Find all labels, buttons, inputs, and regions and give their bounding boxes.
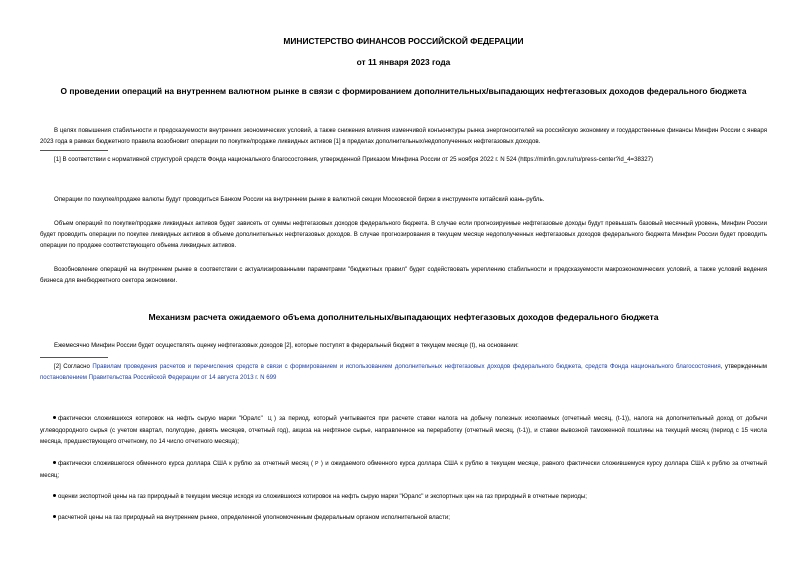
section-title: Механизм расчета ожидаемого объема дополнительных/выпадающих нефтегазовых доходов федерального бюджета (148, 312, 659, 322)
list-item-text: ) и ожидаемого обменного курса доллара США к рублю в текущем месяце, равного фактически сложившемуся курсу доллара США к рублю за отчетный месяц; (40, 460, 767, 479)
document-title: О проведении операций на внутреннем валютном рынке в связи с формированием дополнительных/выпадающих нефтегазовых доходов федерального бюджета (60, 86, 747, 96)
footnote-divider (40, 150, 108, 151)
paragraph-operations: Операции по покупке/продаже валюты будут проводиться Банком России на внутреннем рынке в валютной секции Московской биржи в инструменте китайский юань-рубль. (54, 196, 545, 203)
bullet-icon (53, 494, 56, 497)
list-item-urals-price (40, 413, 767, 447)
formula-image: Ц (267, 416, 273, 422)
bullet-icon (53, 416, 56, 419)
rules-link[interactable]: Правилам проведения расчетов и перечисления средств в связи с формированием и использованием дополнительных нефтегазовых доходов федерального бюджета, средств Фонда национального благосостояния (92, 363, 721, 370)
document-date: от 11 января 2023 года (356, 57, 451, 67)
formula-image: Р (315, 461, 319, 467)
paragraph-monthly-estimate: Ежемесячно Минфин России будет осуществлять оценку нефтегазовых доходов [2], которые поступят в федеральный бюджет в текущем месяце (t), на основании: (54, 342, 519, 349)
footnote-divider-2 (40, 357, 108, 358)
ministry-heading: МИНИСТЕРСТВО ФИНАНСОВ РОССИЙСКОЙ ФЕДЕРАЦИИ (283, 36, 524, 46)
list-item-text: фактически сложившихся котировок на нефть сырую марки "Юралс" (58, 415, 266, 422)
footnote-2-prefix: [2] Согласно (54, 363, 93, 370)
bullet-icon (53, 461, 56, 464)
footnote-1: [1] В соответствии с нормативной структурой средств Фонда национального благосостояния, утвержденной Приказом Минфина России от 25 ноября 2022 г. N 524 (https://minfin.gov.ru/ru/press-center?id_4=38327) (54, 156, 654, 163)
footnote-2 (40, 361, 767, 383)
list-item-text: расчетной цены на газ природный на внутреннем рынке, определенной уполномоченным федеральным органом исполнительной власти; (58, 514, 450, 521)
list-item-gas-export-price (40, 491, 767, 502)
bullet-icon (53, 515, 56, 518)
list-item-text: фактически сложившегося обменного курса доллара США к рублю за отчетный месяц ( (58, 460, 314, 467)
paragraph-intro: В целях повышения стабильности и предсказуемости внутренних экономических условий, а также снижения влияния изменчивой конъюнктуры рынка энергоносителей на российскую экономику и государственные финансы Минфин России с января 2023 года в рамках бюджетного правила возобновит операции по покупке/продаже ликвидных активов [1] в пределах дополнительных/недополученных нефтегазовых доходов. (40, 127, 767, 145)
list-item-text: ) за период, который учитывается при расчете ставки налога на добычу полезных ископаемых (отчетный месяц, (t-1)), налога на дополнительный доход от добычи углеводородного сырья (с учетом квартал, полугодие, девять месяцев, отчетный год), акциза на нефтяное сырье, направленное на переработку (отчетный месяц, (t-1)), и ставки вывозной таможенной пошлины на текущий месяц (период с 15 числа месяца, предшествующего отчетному, по 14 число отчетного месяца); (40, 415, 767, 445)
footnote-2-mid: , утвержденным (720, 363, 767, 370)
list-item-gas-domestic-price (40, 512, 767, 523)
resolution-link[interactable]: постановлением Правительства Российской Федерации от 14 августа 2013 г. N 699 (40, 374, 277, 381)
list-item-exchange-rate (40, 458, 767, 481)
paragraph-volume: Объем операций по покупке/продаже ликвидных активов будет зависеть от суммы нефтегазовых доходов федерального бюджета. В случае если прогнозируемые нефтегазовые доходы будут превышать базовый месячный уровень, Минфин России будет проводить операции по покупке ликвидных активов в объеме дополнительных нефтегазовых доходов. В случае прогнозирования в текущем месяце недополученных нефтегазовых доходов федерального бюджета Минфин России будет проводить операции по продаже соответствующего объема ликвидных активов. (40, 220, 767, 249)
list-item-text: оценки экспортной цены на газ природный в текущем месяце исходя из сложившихся котировок на нефть сырую марки "Юралс" и экспортных цен на газ природный в отчетные периоды; (58, 493, 587, 500)
paragraph-resumption: Возобновление операций на внутреннем рынке в соответствии с актуализированными параметрами "бюджетных правил" будет содействовать укреплению стабильности и предсказуемости макроэкономических условий, а также условий ведения бизнеса для внебюджетного сектора экономики. (40, 266, 767, 284)
